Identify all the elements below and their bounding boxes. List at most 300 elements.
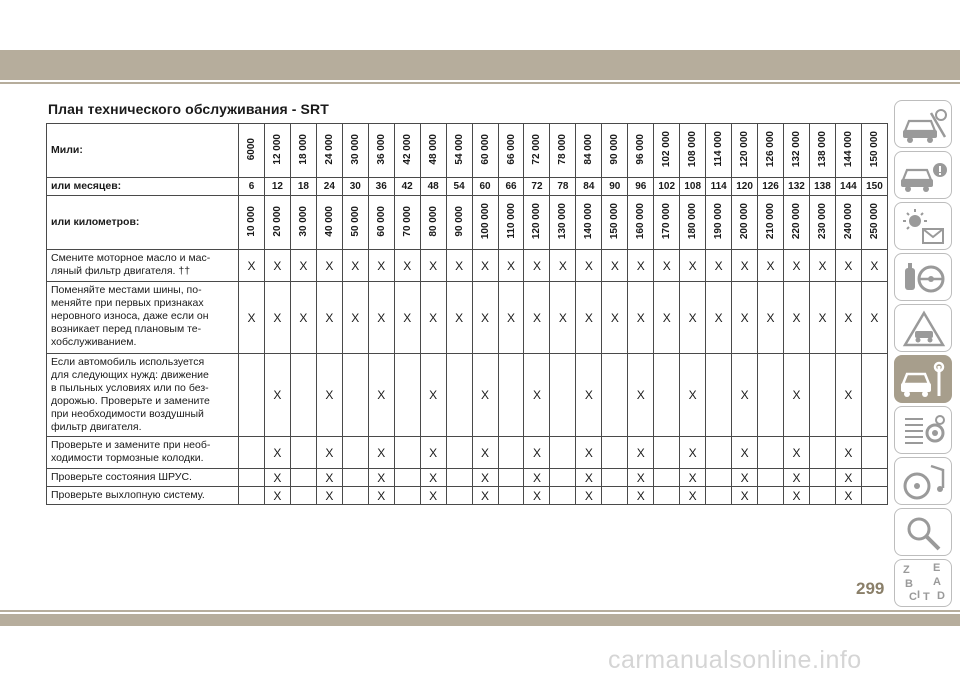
task-mark: X <box>368 282 394 354</box>
task-mark <box>654 354 680 437</box>
task-mark: X <box>784 437 810 469</box>
interval-value: 110 000 <box>505 203 517 239</box>
task-mark: X <box>394 250 420 282</box>
task-mark: X <box>446 282 472 354</box>
task-mark <box>706 354 732 437</box>
task-mark: X <box>316 354 342 437</box>
task-mark: X <box>550 282 576 354</box>
task-row <box>47 437 888 469</box>
task-mark: X <box>628 282 654 354</box>
task-mark: X <box>264 282 290 354</box>
interval-cell <box>732 124 758 178</box>
sidebar-tab-index[interactable] <box>894 559 952 607</box>
interval-value: 170 000 <box>661 202 673 240</box>
task-mark: X <box>835 282 861 354</box>
task-mark: X <box>628 250 654 282</box>
interval-cell <box>290 196 316 250</box>
task-mark <box>239 437 265 469</box>
task-mark: X <box>602 282 628 354</box>
task-mark: X <box>290 250 316 282</box>
task-row <box>47 354 888 437</box>
interval-cell <box>316 196 342 250</box>
task-mark: X <box>524 437 550 469</box>
interval-value: 96 000 <box>635 133 647 165</box>
sidebar-tab-emergency[interactable] <box>894 304 952 352</box>
task-mark: X <box>835 250 861 282</box>
task-mark: X <box>420 469 446 487</box>
task-mark: X <box>368 250 394 282</box>
task-row <box>47 469 888 487</box>
interval-cell <box>654 196 680 250</box>
task-mark: X <box>472 282 498 354</box>
interval-cell <box>472 196 498 250</box>
interval-cell <box>628 196 654 250</box>
header-rule <box>0 82 960 84</box>
watermark: carmanualsonline.info <box>608 646 862 674</box>
footer-rule <box>0 610 960 612</box>
interval-cell: 30 <box>342 178 368 196</box>
interval-value: 100 000 <box>479 202 491 240</box>
page-number: 299 <box>856 579 885 598</box>
interval-value: 36 000 <box>375 133 387 165</box>
task-mark: X <box>316 487 342 505</box>
index-letter: A <box>933 576 941 588</box>
interval-cell <box>784 124 810 178</box>
task-mark <box>706 487 732 505</box>
interval-value: 90 000 <box>609 133 621 165</box>
task-mark: X <box>420 354 446 437</box>
task-mark: X <box>316 250 342 282</box>
task-mark: X <box>472 437 498 469</box>
task-mark: X <box>472 354 498 437</box>
interval-cell <box>706 124 732 178</box>
interval-value: 140 000 <box>583 202 595 240</box>
task-mark: X <box>239 282 265 354</box>
task-mark <box>809 437 835 469</box>
interval-cell <box>809 124 835 178</box>
interval-value: 190 000 <box>713 202 725 240</box>
task-mark: X <box>654 250 680 282</box>
interval-value: 12 000 <box>271 133 283 165</box>
task-mark: X <box>861 250 887 282</box>
task-mark: X <box>835 354 861 437</box>
task-mark: X <box>758 250 784 282</box>
interval-cell <box>835 196 861 250</box>
task-mark <box>758 354 784 437</box>
interval-value: 90 000 <box>453 205 465 237</box>
task-mark <box>342 469 368 487</box>
task-mark: X <box>264 487 290 505</box>
row-label-months: или месяцев: <box>47 178 239 196</box>
interval-value: 78 000 <box>557 133 569 165</box>
task-mark: X <box>628 354 654 437</box>
task-mark: X <box>524 250 550 282</box>
interval-value: 108 000 <box>687 130 699 168</box>
task-mark <box>239 487 265 505</box>
task-mark <box>809 354 835 437</box>
task-mark <box>498 487 524 505</box>
task-mark: X <box>628 487 654 505</box>
interval-cell: 66 <box>498 178 524 196</box>
interval-value: 240 000 <box>842 202 854 240</box>
header-band <box>0 50 960 80</box>
interval-value: 144 000 <box>842 130 854 168</box>
sidebar-tab-warning-lights[interactable] <box>894 202 952 250</box>
task-mark <box>602 469 628 487</box>
interval-cell: 12 <box>264 178 290 196</box>
interval-cell <box>602 196 628 250</box>
task-mark: X <box>732 282 758 354</box>
task-mark <box>290 354 316 437</box>
interval-value: 120 000 <box>531 202 543 240</box>
task-mark <box>602 354 628 437</box>
task-mark: X <box>316 437 342 469</box>
sidebar-tab-service-maintenance[interactable] <box>894 355 952 403</box>
task-mark: X <box>680 282 706 354</box>
task-mark <box>550 437 576 469</box>
interval-value: 48 000 <box>427 133 439 165</box>
sidebar-tab-specifications[interactable] <box>894 406 952 454</box>
task-mark <box>550 469 576 487</box>
interval-value: 180 000 <box>687 202 699 240</box>
task-mark: X <box>680 469 706 487</box>
task-mark <box>861 354 887 437</box>
task-description: Смените моторное масло и мас- ляный фильтр двигателя. †† <box>47 250 239 282</box>
task-mark <box>758 469 784 487</box>
interval-value: 42 000 <box>401 133 413 165</box>
task-mark: X <box>498 282 524 354</box>
task-mark <box>446 469 472 487</box>
interval-value: 126 000 <box>765 130 777 168</box>
task-mark: X <box>472 487 498 505</box>
task-mark: X <box>524 282 550 354</box>
task-mark: X <box>732 437 758 469</box>
task-mark <box>654 437 680 469</box>
interval-value: 130 000 <box>557 202 569 240</box>
interval-cell: 132 <box>784 178 810 196</box>
task-mark: X <box>420 250 446 282</box>
task-mark: X <box>446 250 472 282</box>
interval-value: 66 000 <box>505 133 517 165</box>
task-mark <box>809 487 835 505</box>
interval-cell: 102 <box>654 178 680 196</box>
task-mark <box>290 437 316 469</box>
interval-cell <box>472 124 498 178</box>
interval-cell: 96 <box>628 178 654 196</box>
header-row-km <box>47 196 888 250</box>
task-mark <box>446 487 472 505</box>
task-mark <box>394 469 420 487</box>
interval-value: 230 000 <box>816 202 828 240</box>
task-mark: X <box>680 250 706 282</box>
interval-value: 220 000 <box>790 202 802 240</box>
interval-cell <box>680 124 706 178</box>
interval-cell: 42 <box>394 178 420 196</box>
task-mark: X <box>576 469 602 487</box>
task-mark: X <box>680 437 706 469</box>
task-mark <box>446 437 472 469</box>
interval-cell <box>809 196 835 250</box>
task-mark: X <box>784 487 810 505</box>
task-description: Если автомобиль используется для следующих нужд: движение в пыльных условиях или по без- дорожью. Проверьте и замените при необходимости воздушный фильтр двигателя. <box>47 354 239 437</box>
interval-value: 30 000 <box>297 205 309 237</box>
task-mark: X <box>368 437 394 469</box>
task-mark: X <box>680 487 706 505</box>
task-mark: X <box>342 250 368 282</box>
task-mark <box>602 487 628 505</box>
header-row-miles <box>47 124 888 178</box>
interval-value: 132 000 <box>790 130 802 168</box>
index-letter: C <box>909 591 917 603</box>
task-mark <box>758 487 784 505</box>
interval-cell <box>420 124 446 178</box>
task-mark: X <box>368 487 394 505</box>
task-row <box>47 487 888 505</box>
interval-value: 70 000 <box>401 205 413 237</box>
task-mark <box>239 469 265 487</box>
interval-cell: 84 <box>576 178 602 196</box>
task-mark <box>239 354 265 437</box>
interval-cell: 90 <box>602 178 628 196</box>
index-letter: T <box>923 591 930 603</box>
index-letter: D <box>937 590 945 602</box>
task-description: Поменяйте местами шины, по- меняйте при первых признаках неровного износа, даже если он возникает перед плановым те- хобслуживанием. <box>47 282 239 354</box>
task-mark: X <box>420 282 446 354</box>
interval-value: 102 000 <box>661 130 673 168</box>
interval-cell <box>524 196 550 250</box>
interval-value: 200 000 <box>739 202 751 240</box>
task-mark <box>290 487 316 505</box>
task-mark <box>342 354 368 437</box>
interval-cell <box>264 124 290 178</box>
task-mark: X <box>680 354 706 437</box>
interval-cell <box>498 124 524 178</box>
task-mark: X <box>239 250 265 282</box>
interval-value: 160 000 <box>635 202 647 240</box>
interval-value: 72 000 <box>531 133 543 165</box>
sidebar-tab-starting-driving[interactable] <box>894 253 952 301</box>
interval-cell <box>550 196 576 250</box>
task-mark: X <box>732 250 758 282</box>
interval-value: 60 000 <box>479 133 491 165</box>
maintenance-schedule-table <box>46 123 888 505</box>
task-row <box>47 250 888 282</box>
task-mark: X <box>758 282 784 354</box>
page-title: План технического обслуживания - SRT <box>48 101 329 117</box>
interval-value: 150 000 <box>609 202 621 240</box>
interval-value: 80 000 <box>427 205 439 237</box>
interval-value: 10 000 <box>245 205 257 237</box>
interval-cell <box>628 124 654 178</box>
task-mark <box>550 354 576 437</box>
interval-value: 50 000 <box>349 205 361 237</box>
task-mark: X <box>290 282 316 354</box>
interval-cell: 126 <box>758 178 784 196</box>
task-mark <box>394 354 420 437</box>
task-mark <box>498 469 524 487</box>
task-mark <box>394 437 420 469</box>
interval-cell <box>576 196 602 250</box>
task-mark: X <box>576 487 602 505</box>
interval-value: 210 000 <box>765 202 777 240</box>
task-mark: X <box>861 282 887 354</box>
task-mark: X <box>835 437 861 469</box>
sidebar-tab-car-info[interactable] <box>894 100 952 148</box>
task-mark: X <box>809 282 835 354</box>
interval-cell <box>550 124 576 178</box>
sidebar-tab-multimedia[interactable] <box>894 457 952 505</box>
task-mark: X <box>784 469 810 487</box>
interval-cell <box>835 124 861 178</box>
index-letter: E <box>933 562 941 574</box>
task-mark: X <box>784 354 810 437</box>
task-mark: X <box>524 469 550 487</box>
task-mark: X <box>628 437 654 469</box>
task-mark <box>342 487 368 505</box>
interval-cell <box>264 196 290 250</box>
interval-cell <box>524 124 550 178</box>
task-mark: X <box>706 250 732 282</box>
task-mark <box>550 487 576 505</box>
task-mark: X <box>835 469 861 487</box>
task-mark <box>342 437 368 469</box>
interval-value: 138 000 <box>816 130 828 168</box>
interval-cell <box>602 124 628 178</box>
task-mark: X <box>784 282 810 354</box>
task-mark <box>654 469 680 487</box>
interval-cell <box>420 196 446 250</box>
task-mark <box>861 437 887 469</box>
interval-cell <box>680 196 706 250</box>
interval-value: 40 000 <box>323 205 335 237</box>
task-mark <box>861 487 887 505</box>
task-mark <box>498 354 524 437</box>
task-mark: X <box>732 354 758 437</box>
interval-value: 20 000 <box>271 205 283 237</box>
index-letter: I <box>917 589 921 601</box>
interval-cell: 60 <box>472 178 498 196</box>
task-mark: X <box>524 487 550 505</box>
interval-value: 18 000 <box>297 133 309 165</box>
header-row-months <box>47 178 888 196</box>
task-mark: X <box>264 354 290 437</box>
interval-cell <box>368 124 394 178</box>
task-mark: X <box>498 250 524 282</box>
task-mark <box>809 469 835 487</box>
task-description: Проверьте выхлопную систему. <box>47 487 239 505</box>
sidebar-tab-car-alert[interactable] <box>894 151 952 199</box>
task-mark: X <box>420 437 446 469</box>
task-mark: X <box>368 469 394 487</box>
interval-cell <box>732 196 758 250</box>
interval-cell <box>342 124 368 178</box>
interval-cell: 54 <box>446 178 472 196</box>
task-mark: X <box>732 469 758 487</box>
task-mark: X <box>472 250 498 282</box>
interval-cell <box>446 124 472 178</box>
task-mark: X <box>368 354 394 437</box>
row-label-km: или километров: <box>47 196 239 250</box>
task-mark: X <box>732 487 758 505</box>
index-letter: Z <box>903 564 910 576</box>
task-mark: X <box>576 250 602 282</box>
task-mark <box>602 437 628 469</box>
task-row <box>47 282 888 354</box>
interval-cell: 114 <box>706 178 732 196</box>
interval-cell: 48 <box>420 178 446 196</box>
interval-value: 150 000 <box>868 130 880 168</box>
interval-cell: 18 <box>290 178 316 196</box>
task-mark <box>498 437 524 469</box>
interval-cell: 144 <box>835 178 861 196</box>
interval-cell: 24 <box>316 178 342 196</box>
interval-cell <box>342 196 368 250</box>
task-mark <box>290 469 316 487</box>
interval-cell: 78 <box>550 178 576 196</box>
task-mark: X <box>576 437 602 469</box>
task-description: Проверьте состояния ШРУС. <box>47 469 239 487</box>
interval-cell <box>394 196 420 250</box>
interval-value: 54 000 <box>453 133 465 165</box>
task-mark: X <box>316 469 342 487</box>
interval-value: 120 000 <box>739 130 751 168</box>
task-mark: X <box>264 469 290 487</box>
task-mark: X <box>342 282 368 354</box>
row-label-miles: Мили: <box>47 124 239 178</box>
task-mark <box>758 437 784 469</box>
task-mark <box>654 487 680 505</box>
task-mark: X <box>654 282 680 354</box>
task-mark: X <box>602 250 628 282</box>
task-mark <box>446 354 472 437</box>
task-mark: X <box>420 487 446 505</box>
task-mark: X <box>835 487 861 505</box>
task-mark: X <box>472 469 498 487</box>
interval-cell <box>706 196 732 250</box>
interval-cell <box>290 124 316 178</box>
interval-cell: 36 <box>368 178 394 196</box>
footer-band <box>0 614 960 626</box>
interval-cell <box>758 196 784 250</box>
task-mark <box>706 437 732 469</box>
task-mark: X <box>550 250 576 282</box>
interval-cell <box>758 124 784 178</box>
interval-value: 60 000 <box>375 205 387 237</box>
index-letter: B <box>905 578 913 590</box>
task-mark: X <box>264 437 290 469</box>
task-mark: X <box>706 282 732 354</box>
sidebar-tab-search[interactable] <box>894 508 952 556</box>
interval-value: 30 000 <box>349 133 361 165</box>
interval-cell <box>239 124 265 178</box>
interval-cell: 120 <box>732 178 758 196</box>
interval-value: 114 000 <box>713 131 725 167</box>
interval-cell <box>498 196 524 250</box>
interval-cell <box>861 124 887 178</box>
task-mark: X <box>264 250 290 282</box>
interval-value: 84 000 <box>583 133 595 165</box>
task-mark: X <box>784 250 810 282</box>
task-mark: X <box>628 469 654 487</box>
interval-value: 24 000 <box>323 133 335 165</box>
interval-cell <box>368 196 394 250</box>
interval-cell <box>861 196 887 250</box>
interval-cell: 108 <box>680 178 706 196</box>
task-mark <box>394 487 420 505</box>
task-mark: X <box>576 282 602 354</box>
task-mark <box>861 469 887 487</box>
task-mark: X <box>316 282 342 354</box>
